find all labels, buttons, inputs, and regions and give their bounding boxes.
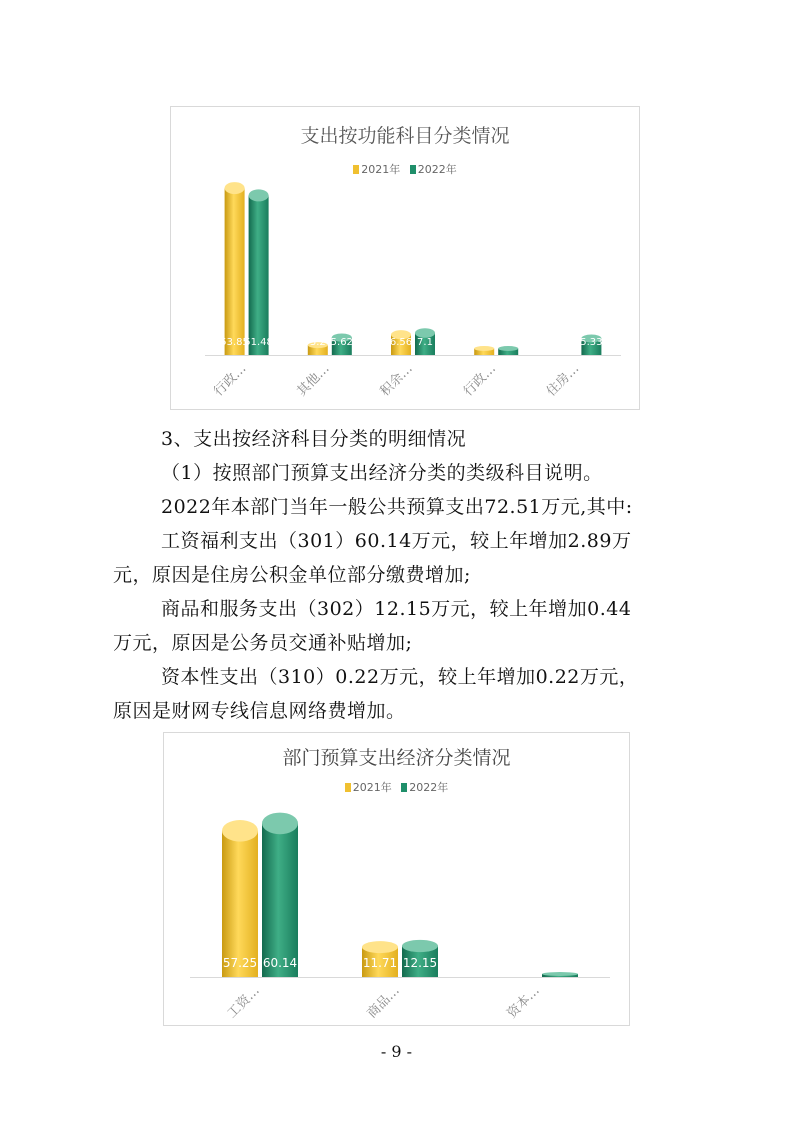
body-text	[113, 422, 683, 728]
legend-item-2021: 2021年	[345, 781, 392, 794]
data-label: 5.33	[580, 337, 603, 348]
category-label: 积余…	[377, 361, 416, 400]
data-label: 12.15	[402, 956, 438, 970]
legend-item-2021: 2021年	[353, 163, 400, 176]
data-label: 53.85	[220, 337, 249, 348]
data-label: 6.56	[389, 337, 413, 348]
category-label: 商品…	[364, 983, 403, 1022]
chart1-plot	[171, 107, 639, 409]
bar-top-2022-1	[402, 940, 438, 952]
legend-item-2022: 2022年	[410, 163, 457, 176]
chart-economic-classification	[163, 732, 630, 1026]
paragraph-3-line-1: 工资福利支出（301）60.14万元，较上年增加2.89万	[161, 530, 632, 552]
page-number: - 9 -	[380, 1042, 413, 1061]
data-label: 60.14	[262, 956, 298, 970]
bar-top-2021-0	[222, 820, 258, 842]
bar-top-2022-0	[249, 189, 269, 201]
paragraph-5-line-2: 原因是财网专线信息网络费增加。	[113, 700, 406, 722]
chart2-plot	[164, 733, 629, 1025]
section-heading: 3、支出按经济科目分类的明细情况	[161, 428, 467, 450]
paragraph-3-line-2: 元，原因是住房公积金单位部分缴费增加;	[113, 564, 471, 586]
paragraph-4-line-2: 万元，原因是公务员交通补贴增加;	[113, 632, 413, 654]
category-label: 资本…	[504, 983, 543, 1022]
data-label: 5.62	[330, 337, 353, 348]
chart1-title: 支出按功能科目分类情况	[300, 125, 510, 147]
category-label: 其他…	[294, 361, 333, 400]
bar-top-2021-3	[474, 346, 494, 351]
chart-functional-classification	[170, 106, 640, 410]
paragraph-2: 2022年本部门当年一般公共预算支出72.51万元,其中:	[161, 496, 633, 518]
bar-top-2022-3	[498, 346, 518, 351]
bar-2021-0	[225, 188, 245, 355]
paragraph-4-line-1: 商品和服务支出（302）12.15万元，较上年增加0.44	[161, 598, 632, 620]
category-label: 行政…	[460, 361, 500, 400]
data-label: 11.71	[362, 956, 398, 970]
category-label: 行政…	[211, 361, 250, 400]
bar-top-2022-0	[262, 813, 298, 835]
bar-top-2021-0	[225, 182, 245, 194]
category-label: 工资…	[224, 983, 263, 1022]
category-label: 住房…	[544, 361, 583, 400]
legend-item-2022: 2022年	[401, 781, 448, 794]
bar-2022-0	[249, 195, 269, 355]
paragraph-1: （1）按照部门预算支出经济分类的类级科目说明。	[161, 462, 603, 484]
data-label: 51.48	[244, 337, 273, 348]
chart2-title: 部门预算支出经济分类情况	[282, 747, 511, 769]
bar-top-2021-1	[362, 941, 398, 953]
data-label: 3.2	[309, 337, 326, 348]
bar-top-2022-2	[542, 972, 578, 976]
paragraph-5-line-1: 资本性支出（310）0.22万元，较上年增加0.22万元，	[161, 666, 639, 688]
bar-2022-0	[262, 823, 298, 977]
data-label: 7.1	[417, 337, 433, 348]
data-label: 57.25	[222, 956, 258, 970]
